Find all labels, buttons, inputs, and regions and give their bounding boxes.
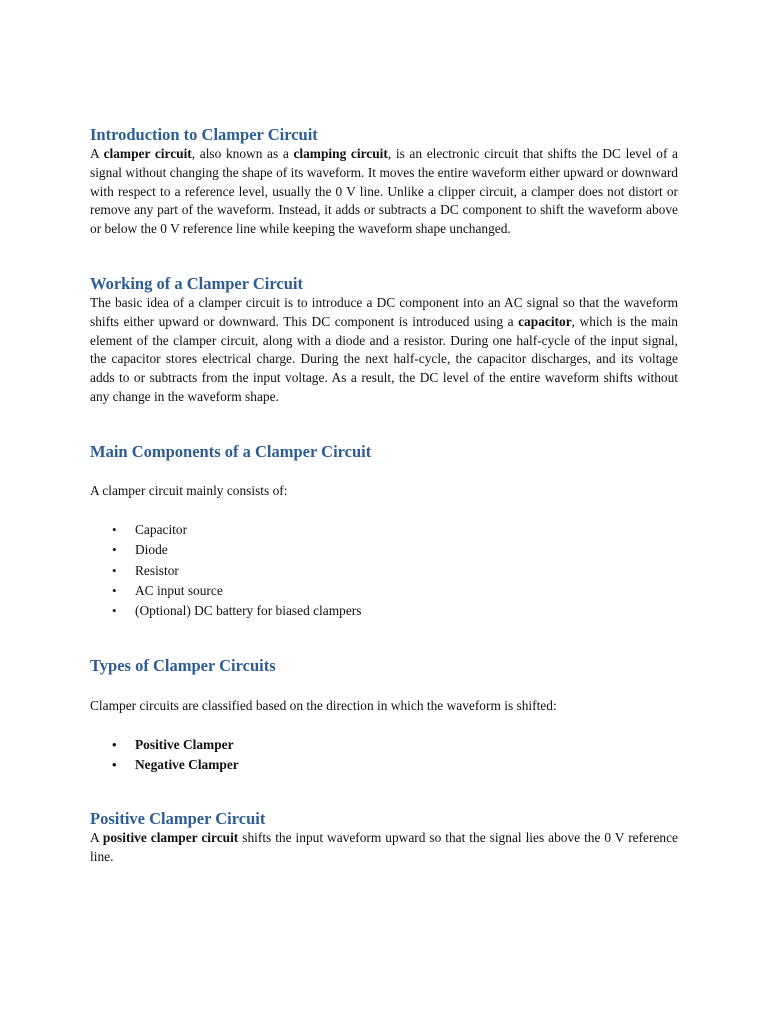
working-section [90, 274, 678, 407]
positive-paragraph [90, 829, 678, 867]
intro-term-clamping-circuit: clamping circuit [293, 146, 388, 161]
intro-text-a: A [90, 146, 104, 161]
list-item: • Capacitor [90, 520, 678, 540]
positive-section [90, 809, 678, 867]
types-intro: Clamper circuits are classified based on the direction in which the waveform is shifted: [90, 698, 557, 713]
positive-term: positive clamper circuit [102, 830, 239, 845]
intro-heading: Introduction to Clamper Circuit [90, 125, 318, 144]
positive-text-c: shifts the input waveform upward so that the signal lies above the 0 V reference line. [90, 830, 678, 864]
positive-heading: Positive Clamper Circuit [90, 809, 266, 828]
types-intro-block [90, 697, 678, 716]
intro-text-e: , is an electronic circuit that shifts the DC level of a signal without changing the shape of its waveform. It moves the entire waveform either upward or downward with respect to a reference level, usually the 0 V line. Unlike a clipper circuit, a clamper does not distort or remove any part of the waveform. Instead, it adds or subtracts a DC component to shift the waveform above or below the 0 V reference line while keeping the waveform shape unchanged. [90, 146, 678, 237]
list-item: • AC input source [90, 581, 678, 601]
working-text-a: The basic idea of a clamper circuit is to introduce a DC component into an AC signal so that the waveform shifts either upward or downward. This DC component is introduced using a [90, 295, 678, 329]
components-section [90, 442, 678, 462]
working-text-c: , which is the main element of the clamper circuit, along with a diode and a resistor. During one half-cycle of the input signal, the capacitor stores electrical charge. During the next half-cycle, the capacitor discharges, and its voltage adds to or subtracts from the input voltage. As a result, the DC level of the entire waveform shifts without any change in the waveform shape. [90, 313, 678, 404]
components-intro: A clamper circuit mainly consists of: [90, 483, 288, 498]
components-intro-block [90, 482, 678, 501]
working-term-capacitor: capacitor [518, 313, 572, 329]
intro-text-c: , also known as a [191, 146, 294, 161]
types-section [90, 656, 678, 676]
types-list [90, 735, 678, 776]
types-heading: Types of Clamper Circuits [90, 656, 276, 675]
working-heading: Working of a Clamper Circuit [90, 274, 303, 293]
list-item: • Negative Clamper [90, 755, 678, 775]
intro-paragraph [90, 145, 678, 239]
intro-section [90, 125, 678, 239]
list-item: • Diode [90, 540, 678, 560]
working-paragraph [90, 294, 678, 407]
components-heading: Main Components of a Clamper Circuit [90, 442, 372, 461]
positive-text-a: A [90, 830, 103, 845]
components-list [90, 520, 678, 621]
list-item: • Resistor [90, 561, 678, 581]
list-item: • (Optional) DC battery for biased clampers [90, 601, 678, 621]
list-item: • Positive Clamper [90, 735, 678, 755]
types-list-block [90, 735, 678, 776]
intro-term-clamper-circuit: clamper circuit [103, 146, 192, 161]
components-list-block [90, 520, 678, 621]
